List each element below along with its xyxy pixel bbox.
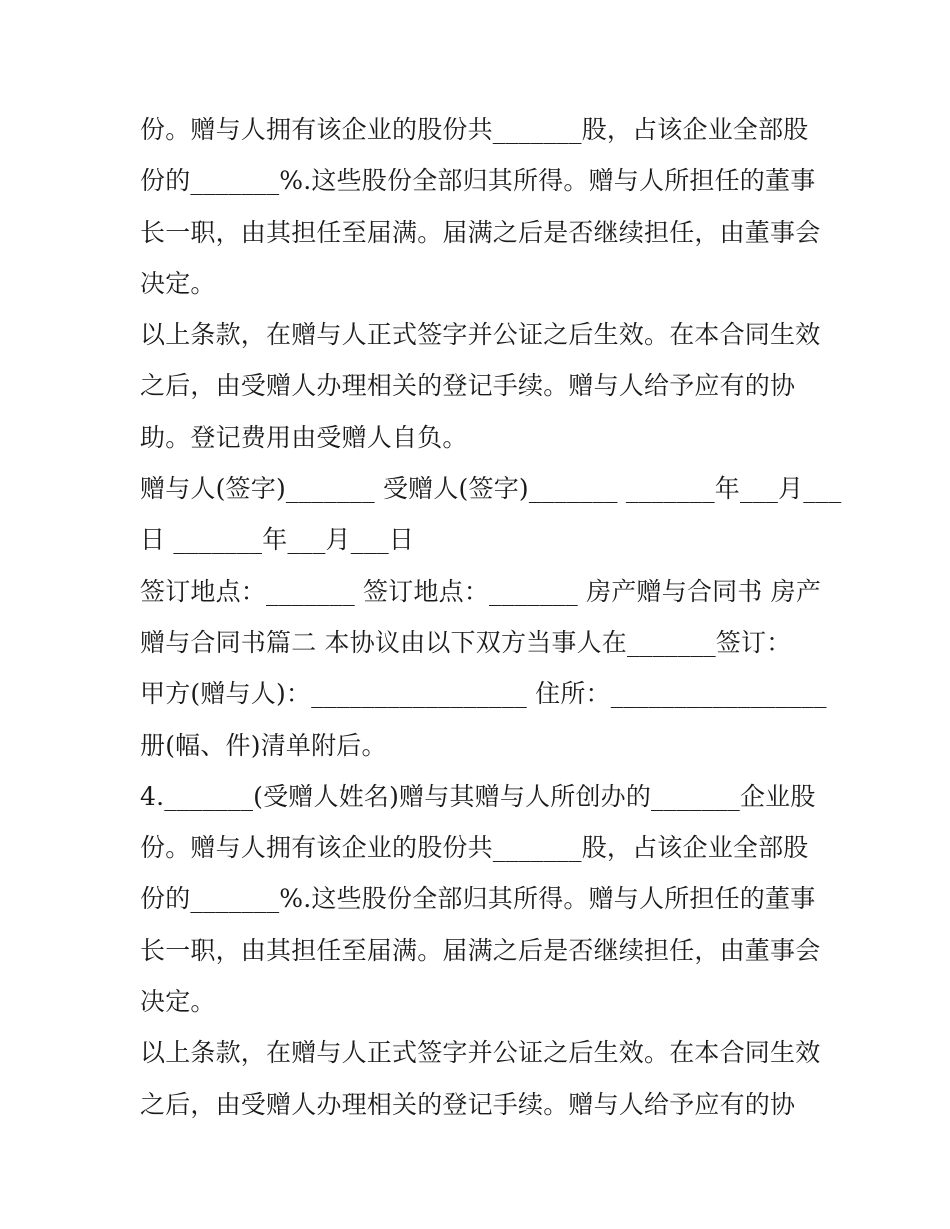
text-line: 份的_______%.这些股份全部归其所得。赠与人所担任的董事 [140,166,816,196]
text-line: 份的_______%.这些股份全部归其所得。赠与人所担任的董事 [140,884,816,914]
signature-line: 赠与人(签字)_______ 受赠人(签字)_______ _______年___月___ [140,474,842,504]
text-line: 赠与合同书篇二 本协议由以下双方当事人在_______签订： [140,627,792,657]
text-line: 份。赠与人拥有该企业的股份共_______股，占该企业全部股 [140,115,809,144]
text-line: 份。赠与人拥有该企业的股份共_______股，占该企业全部股 [140,833,809,863]
text-line: 之后，由受赠人办理相关的登记手续。赠与人给予应有的协 [140,1089,796,1119]
text-line: 以上条款，在赠与人正式签字并公证之后生效。在本合同生效 [140,320,821,350]
text-line: 决定。 [140,268,216,298]
text-line: 4._______(受赠人姓名)赠与其赠与人所创办的_______企业股 [140,781,816,811]
text-line: 长一职，由其担任至届满。届满之后是否继续担任，由董事会 [140,935,821,965]
text-line: 之后，由受赠人办理相关的登记手续。赠与人给予应有的协 [140,371,796,401]
text-line: 长一职，由其担任至届满。届满之后是否继续担任，由董事会 [140,217,821,247]
text-line: 助。登记费用由受赠人自负。 [140,422,468,452]
text-line: 决定。 [140,987,216,1017]
date-line: 日 _______年___月___日 [140,525,415,555]
document-body [140,104,842,1130]
text-line: 以上条款，在赠与人正式签字并公证之后生效。在本合同生效 [140,1038,821,1068]
signing-location-line: 签订地点：_______ 签订地点：_______ 房产赠与合同书 房产 [140,576,822,606]
text-line: 册(幅、件)清单附后。 [140,730,387,760]
party-a-line: 甲方(赠与人)：_________________ 住所：_________________ [140,679,827,709]
